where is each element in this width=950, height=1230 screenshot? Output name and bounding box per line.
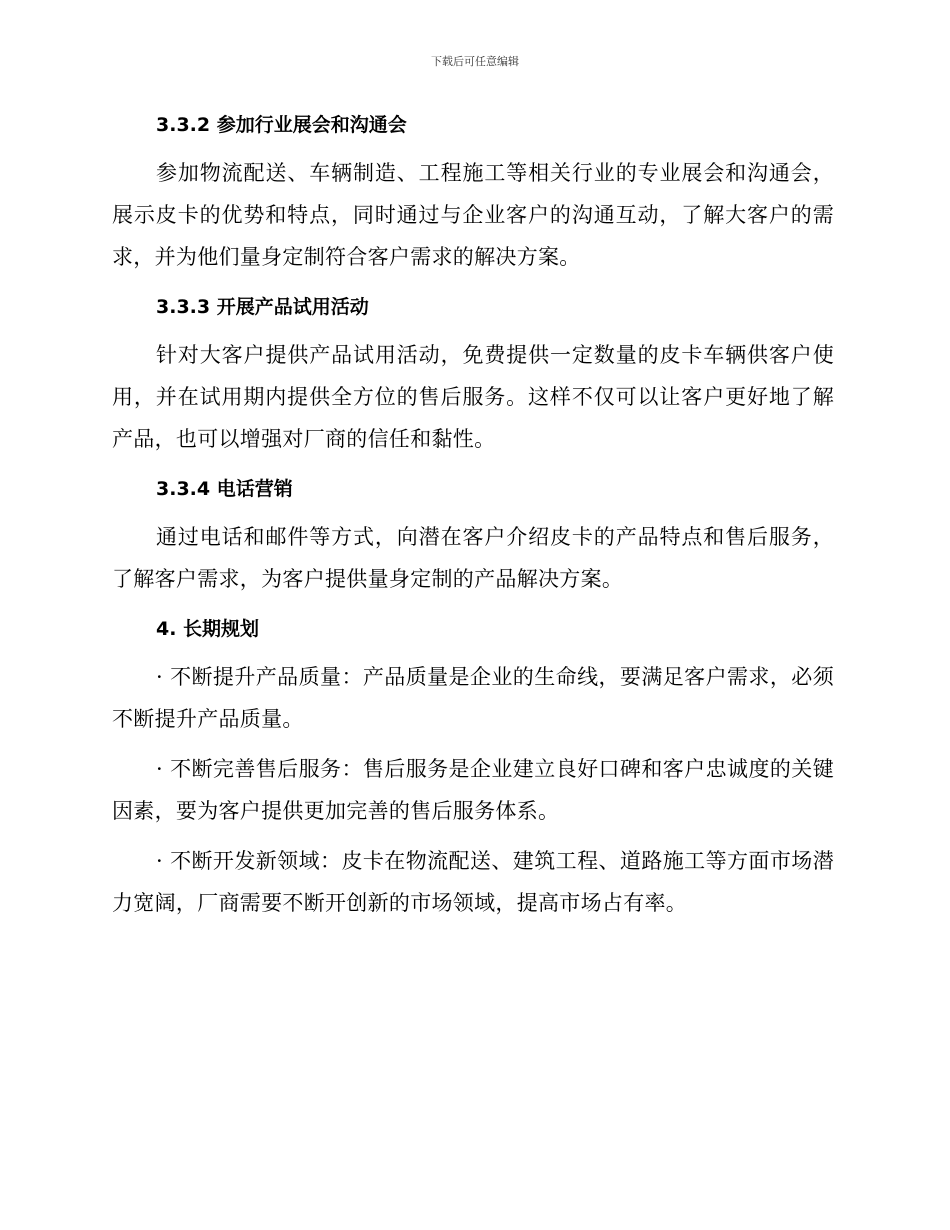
section-body-3-3-4: 通过电话和邮件等方式，向潜在客户介绍皮卡的产品特点和售后服务，了解客户需求，为客户提供量身定制的产品解决方案。: [112, 525, 834, 591]
section-body-3-3-3: 针对大客户提供产品试用活动，免费提供一定数量的皮卡车辆供客户使用，并在试用期内提供全方位的售后服务。这样不仅可以让客户更好地了解产品，也可以增强对厂商的信任和黏性。: [112, 343, 834, 451]
bullet-item: · 不断提升产品质量：产品质量是企业的生命线，要满足客户需求，必须不断提升产品质量。: [112, 665, 834, 731]
header-note: 下载后可任意编辑: [431, 55, 519, 68]
document-body: [112, 110, 834, 924]
section-heading-3-3-3: 3.3.3 开展产品试用活动: [156, 296, 369, 318]
bullet-item: · 不断完善售后服务：售后服务是企业建立良好口碑和客户忠诚度的关键因素，要为客户提供更加完善的售后服务体系。: [112, 757, 834, 823]
section-heading-3-3-4: 3.3.4 电话营销: [156, 478, 293, 500]
section-heading-4: 4. 长期规划: [156, 618, 260, 640]
section-body-3-3-2: 参加物流配送、车辆制造、工程施工等相关行业的专业展会和沟通会，展示皮卡的优势和特点，同时通过与企业客户的沟通互动，了解大客户的需求，并为他们量身定制符合客户需求的解决方案。: [112, 161, 834, 269]
section-heading-3-3-2: 3.3.2 参加行业展会和沟通会: [156, 114, 407, 136]
bullet-item: · 不断开发新领域：皮卡在物流配送、建筑工程、道路施工等方面市场潜力宽阔，厂商需要不断开创新的市场领域，提高市场占有率。: [112, 849, 834, 915]
